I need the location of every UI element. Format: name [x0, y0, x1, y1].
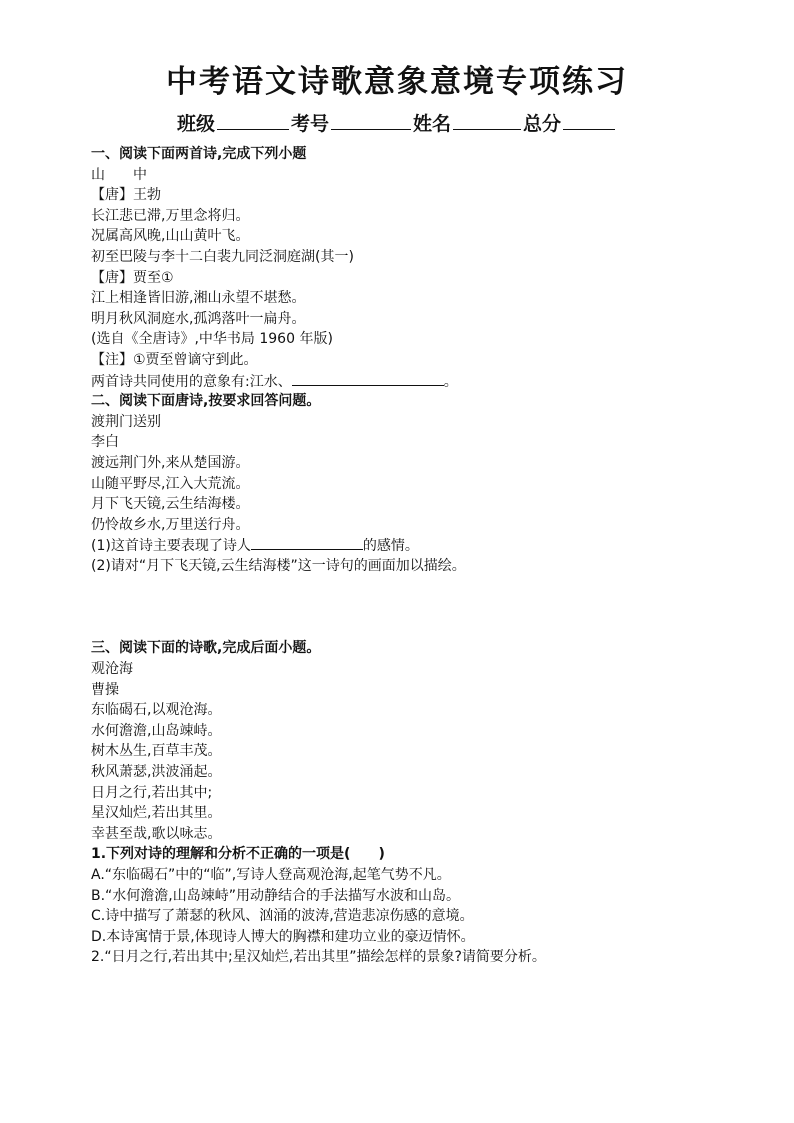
poem-line: 月下飞天镜,云生结海楼。	[91, 496, 250, 513]
section-1	[91, 144, 751, 391]
poem-line: 日月之行,若出其中;	[91, 784, 213, 801]
option-d[interactable]: D.本诗寓情于景,体现诗人博大的胸襟和建功立业的豪迈情怀。	[91, 928, 475, 945]
question-1: 1.下列对诗的理解和分析不正确的一项是( )	[91, 846, 385, 863]
class-blank[interactable]	[217, 111, 289, 130]
student-info-line	[0, 109, 794, 136]
section-1-heading: 一、阅读下面两首诗,完成下列小题	[91, 146, 307, 162]
answer-space[interactable]	[91, 576, 751, 638]
question-text: (1)这首诗主要表现了诗人	[91, 538, 251, 555]
poem-2-title: 初至巴陵与李十二白裴九同泛洞庭湖(其一)	[91, 248, 354, 265]
name-blank[interactable]	[453, 111, 521, 130]
question-end: 。	[443, 373, 458, 390]
question-end: 的感情。	[362, 538, 419, 555]
poem-source: (选自《全唐诗》,中华书局 1960 年版)	[91, 331, 333, 348]
poem-1-line: 长江悲已滞,万里念将归。	[91, 207, 250, 224]
poem-note: 【注】①贾至曾谪守到此。	[91, 351, 258, 368]
section-3-heading: 三、阅读下面的诗歌,完成后面小题。	[91, 640, 321, 657]
name-label: 姓名	[413, 113, 452, 135]
poem-line: 东临碣石,以观沧海。	[91, 702, 222, 719]
poem-1-author: 【唐】王勃	[91, 187, 161, 204]
poem-title: 渡荆门送别	[91, 413, 161, 430]
section-2-heading: 二、阅读下面唐诗,按要求回答问题。	[91, 393, 321, 410]
poem-line: 秋风萧瑟,洪波涌起。	[91, 764, 222, 781]
poem-line: 星汉灿烂,若出其里。	[91, 805, 222, 822]
question-2: (2)请对“月下飞天镜,云生结海楼”这一诗句的画面加以描绘。	[91, 557, 466, 574]
poem-1-title: 山 中	[91, 166, 147, 183]
poem-2-line: 明月秋风洞庭水,孤鸿落叶一扁舟。	[91, 310, 306, 327]
poem-2-line: 江上相逢皆旧游,湘山永望不堪愁。	[91, 290, 306, 307]
option-c[interactable]: C.诗中描写了萧瑟的秋风、汹涌的波涛,营造悲凉伤感的意境。	[91, 908, 474, 925]
poem-line: 渡远荆门外,来从楚国游。	[91, 454, 250, 471]
number-blank[interactable]	[331, 111, 411, 130]
poem-line: 幸甚至哉,歌以咏志。	[91, 825, 222, 842]
poem-line: 树木丛生,百草丰茂。	[91, 743, 222, 760]
option-a[interactable]: A.“东临碣石”中的“临”,写诗人登高观沧海,起笔气势不凡。	[91, 867, 451, 883]
answer-blank[interactable]	[251, 535, 363, 550]
section-1-question	[91, 371, 751, 392]
class-label: 班级	[176, 113, 215, 135]
poem-author: 李白	[91, 434, 119, 451]
question-1	[91, 535, 751, 556]
poem-title: 观沧海	[91, 661, 133, 678]
poem-2-author: 【唐】贾至①	[91, 269, 174, 286]
score-blank[interactable]	[563, 111, 615, 130]
poem-1-line: 况属高风晚,山山黄叶飞。	[91, 228, 250, 245]
page-title: 中考语文诗歌意象意境专项练习	[166, 64, 628, 100]
question-text: 两首诗共同使用的意象有:江水、	[91, 373, 292, 390]
section-3	[91, 638, 751, 968]
question-2: 2.“日月之行,若出其中;星汉灿烂,若出其里”描绘怎样的景象?请简要分析。	[91, 949, 546, 966]
score-label: 总分	[523, 113, 562, 135]
poem-line: 山随平野尽,江入大荒流。	[91, 475, 250, 492]
answer-blank[interactable]	[292, 371, 444, 386]
poem-author: 曹操	[91, 681, 119, 698]
poem-line: 仍怜故乡水,万里送行舟。	[91, 516, 250, 533]
section-2	[91, 391, 751, 638]
number-label: 考号	[290, 113, 329, 135]
option-b[interactable]: B.“水何澹澹,山岛竦峙”用动静结合的手法描写水波和山岛。	[91, 887, 461, 904]
poem-line: 水何澹澹,山岛竦峙。	[91, 722, 222, 739]
worksheet-content	[91, 144, 751, 968]
